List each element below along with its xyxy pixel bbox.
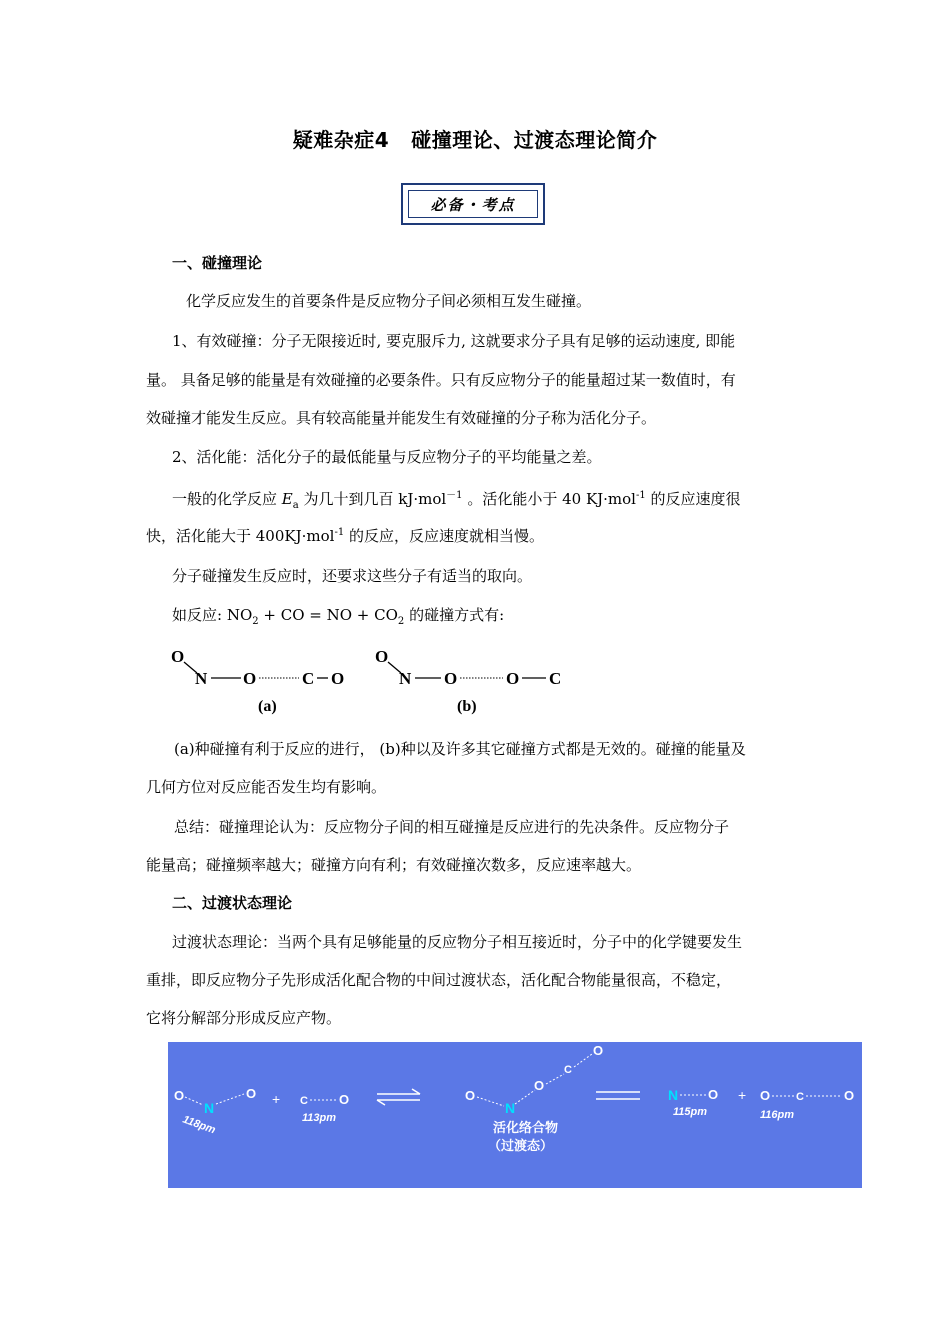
ea-line2-a: 快，活化能大于 400KJ·mol — [146, 527, 335, 545]
fig-ts-o2: O — [534, 1078, 545, 1093]
fig-dist3: 115pm — [673, 1106, 708, 1118]
title-part1: 疑难杂症4 — [292, 128, 390, 152]
fig-o6: O — [844, 1088, 855, 1103]
atom-b-o3: O — [506, 669, 520, 688]
page-title — [0, 124, 950, 153]
fig-plus2: + — [738, 1087, 747, 1103]
fig-dist2: 113pm — [302, 1112, 337, 1124]
reaction-text-a: 如反应: NO — [172, 606, 253, 624]
atom-b-o1: O — [375, 647, 389, 666]
transition-state-line3: 它将分解部分形成反应产物。 — [146, 1009, 342, 1027]
fig-o5: O — [760, 1088, 771, 1103]
paragraph-effective-collision-line2: 量。 具备足够的能量是有效碰撞的必要条件。只有反应物分子的能量超过某一数值时，有 — [146, 371, 736, 389]
paragraph-orientation-result-line1: (a)种碰撞有利于反应的进行， (b)种以及许多其它碰撞方式都是无效的。碰撞的能量及 — [174, 740, 746, 758]
atom-a-n: N — [195, 669, 208, 688]
atom-b-o2: O — [444, 669, 458, 688]
atom-a-o3: O — [331, 669, 345, 688]
fig-n1: N — [204, 1100, 215, 1116]
reaction-text-b: + CO = NO + CO — [258, 606, 398, 624]
fig-plus1: + — [272, 1091, 281, 1107]
fig-ts-o3: O — [593, 1043, 604, 1058]
atom-a-o2: O — [243, 669, 257, 688]
atom-b-n: N — [399, 669, 412, 688]
paragraph-effective-collision-line3: 效碰撞才能发生反应。具有较高能量并能发生有效碰撞的分子称为活化分子。 — [146, 409, 657, 427]
fig-ts-o1: O — [465, 1088, 476, 1103]
ea-subscript: a — [292, 500, 299, 511]
fig-ts-c: C — [564, 1064, 572, 1076]
ea-text-d: 的反应速度很 — [645, 490, 741, 508]
fig-ts-label1: 活化络合物 — [493, 1121, 559, 1136]
ea-text-a: 一般的化学反应 — [172, 490, 282, 508]
label-a: (a) — [258, 698, 277, 715]
atom-a-c: C — [302, 669, 315, 688]
key-points-badge — [401, 183, 545, 225]
ea-text-c: 。活化能小于 40 KJ·mol — [462, 490, 636, 508]
paragraph-reaction-example — [172, 604, 806, 627]
fig-n2: N — [668, 1087, 679, 1103]
fig-o3: O — [339, 1092, 350, 1107]
collision-orientation-diagram — [165, 640, 575, 720]
transition-state-figure — [168, 1042, 862, 1188]
fig-dist4: 116pm — [760, 1109, 795, 1121]
ea-sup2: -1 — [635, 490, 646, 501]
section2-heading: 二、过渡状态理论 — [172, 894, 293, 912]
reaction-sub1: 2 — [252, 616, 259, 627]
reaction-text-c: 的碰撞方式有: — [404, 606, 505, 624]
ea-text-b: 为几十到几百 kJ·mol — [298, 490, 447, 508]
paragraph-effective-collision-line1: 1、有效碰撞：分子无限接近时, 要克服斥力, 这就要求分子具有足够的运动速度, 即能 — [172, 332, 736, 350]
reaction-sub2: 2 — [397, 616, 405, 627]
ea-sup1: －1 — [446, 490, 463, 501]
summary-line1: 总结：碰撞理论认为：反应物分子间的相互碰撞是反应进行的先决条件。反应物分子 — [174, 818, 730, 836]
transition-state-line1: 过渡状态理论：当两个具有足够能量的反应物分子相互接近时，分子中的化学键要发生 — [172, 933, 743, 951]
ea-symbol: E — [281, 490, 293, 508]
paragraph-ea-line1 — [172, 486, 806, 511]
fig-dist1: 118pm — [180, 1113, 218, 1137]
paragraph-orientation: 分子碰撞发生反应时，还要求这些分子有适当的取向。 — [172, 567, 533, 585]
summary-line2: 能量高；碰撞频率越大；碰撞方向有利；有效碰撞次数多，反应速率越大。 — [146, 856, 642, 874]
atom-b-c: C — [549, 669, 562, 688]
ea-sup3: -1 — [334, 527, 345, 538]
ea-line2-b: 的反应，反应速度就相当慢。 — [344, 527, 544, 545]
fig-ts-label2: （过渡态） — [488, 1139, 554, 1154]
paragraph-orientation-result-line2: 几何方位对反应能否发生均有影响。 — [146, 778, 387, 796]
section1-heading: 一、碰撞理论 — [172, 254, 263, 272]
badge-label: 必备・考点 — [408, 190, 538, 218]
atom-a-o1: O — [171, 647, 185, 666]
fig-c1: C — [300, 1095, 308, 1107]
transition-state-line2: 重排，即反应物分子先形成活化配合物的中间过渡状态，活化配合物能量很高，不稳定， — [146, 971, 732, 989]
fig-o1: O — [174, 1088, 185, 1103]
fig-o2: O — [246, 1086, 257, 1101]
fig-c2: C — [796, 1091, 804, 1103]
paragraph-activation-energy: 2、活化能：活化分子的最低能量与反应物分子的平均能量之差。 — [172, 448, 602, 466]
paragraph-ea-line2 — [146, 525, 806, 546]
section1-intro: 化学反应发生的首要条件是反应物分子间必须相互发生碰撞。 — [186, 292, 592, 310]
title-part2: 碰撞理论、过渡态理论简介 — [411, 128, 658, 152]
fig-o4: O — [708, 1087, 719, 1102]
label-b: (b) — [457, 698, 477, 715]
fig-ts-n: N — [505, 1100, 516, 1116]
